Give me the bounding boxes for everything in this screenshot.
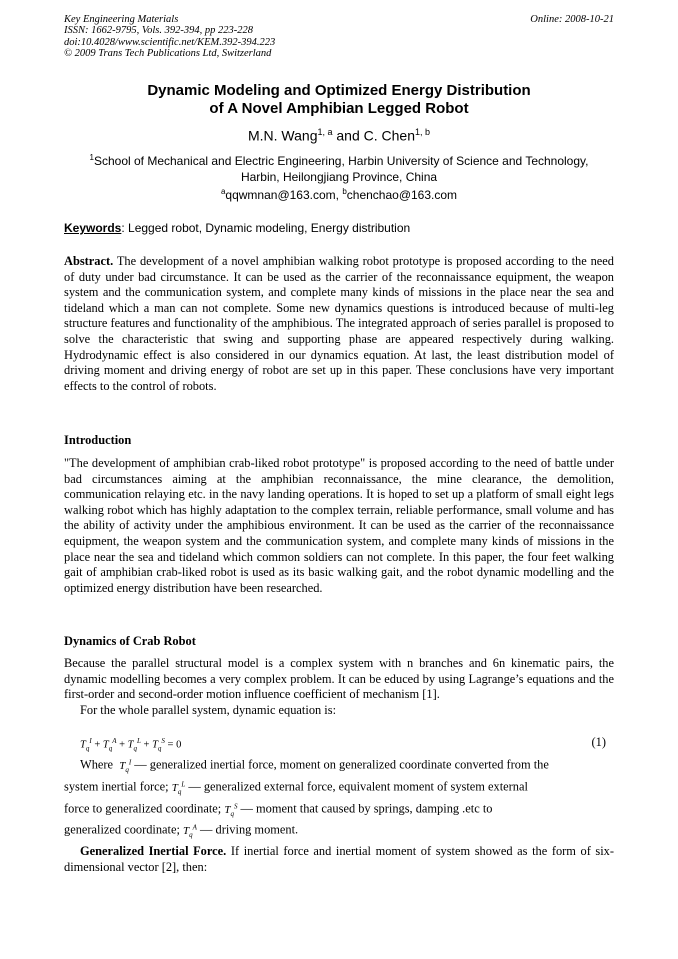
affiliation-line-2: Harbin, Heilongjiang Province, China [240,170,438,184]
keywords [64,221,614,235]
equation-number: (1) [591,735,606,749]
affiliation-marker: 1 [89,153,94,162]
issn-line: ISSN: 1662-9795, Vols. 392-394, pp 223-228 [64,25,253,37]
dynamics-heading: Dynamics of Crab Robot [64,634,196,648]
where-line-1: Where $T_q^I$ — generalized inertial force, moment on generalized coordinate converted from the [80,757,549,774]
email-b-marker: b [342,187,347,196]
author-1-name: M.N. Wang [247,127,318,144]
author-2-name: C. Chen [363,127,415,144]
journal-header [64,14,614,60]
introduction-heading: Introduction [64,433,132,447]
symbol-TqA: $T_q^A$ [183,823,197,839]
affiliation [64,150,614,185]
abstract-paragraph [64,254,614,394]
email-a-marker: a [220,187,226,196]
doi-line[interactable]: doi:10.4028/www.scientific.net/KEM.392-394.223 [64,36,276,48]
symbol-TqI: $T_q^I$ [119,758,132,774]
abstract-text: The development of a novel amphibian walking robot prototype is proposed according to the need of duty under bad circumstance. It can be used as the carrier of the reconnaissance equipment, the weapon system and the communication system, and complete many kinds of missions in the place near the sea and tideland which a man can not complete. Some new dynamics questions is introduced because of multi-leg structure features and functionality of the amphibious. The integrated approach of series parallel is proposed to solve the characteristic that swing and supporting phase are appeared respectively during walking. Hydrodynamic effect is also considered in our dynamics equation. At last, the least distribution model of driving moment and driving energy of robot are set up in this paper. These conclusions have very important effects to the control of robots. [64,254,614,393]
journal-name: Key Engineering Materials [64,14,179,25]
where-line-4: generalized coordinate; $T_q^A$ — driving moment. [64,822,299,839]
symbol-TqL: $T_q^L$ [171,780,186,796]
author-emails [64,185,614,202]
inertial-force-paragraph [64,844,614,875]
dynamic-equation: $T_q^I + T_q^A + T_q^L + T_q^S = 0$ [80,737,182,753]
author-2-affil: 1, b [415,127,431,137]
affiliation-line-1: School of Mechanical and Electric Engineering, Harbin University of Science and Technology, [93,154,589,168]
symbol-TqS: $T_q^S$ [224,802,238,818]
author-1-affil: 1, a [317,127,333,137]
title-line-1: Dynamic Modeling and Optimized Energy Distribution [147,82,531,99]
where-line-3: force to generalized coordinate; $T_q^S$ — moment that caused by springs, damping .etc to [64,801,493,818]
keywords-text: Legged robot, Dynamic modeling, Energy distribution [128,221,411,235]
inertial-force-text: If inertial force and inertial moment of system showed as the form of six-dimensional vector [2], then: [64,844,615,874]
where-line-2: system inertial force; $T_q^L$ — generalized external force, equivalent moment of system external [64,779,528,796]
paper-title [64,82,614,118]
dynamics-equation-intro: For the whole parallel system, dynamic equation is: [80,703,337,717]
keywords-label: Keywords [64,221,122,235]
copyright-line: © 2009 Trans Tech Publications Ltd, Switzerland [64,48,272,60]
online-date: Online: 2008-10-21 [530,14,614,25]
email-b[interactable]: chenchao@163.com [346,188,458,202]
keywords-colon: : [121,221,129,235]
dynamics-paragraph: Because the parallel structural model is a complex system with n branches and 6n kinematic pairs, the dynamic modelling becomes a very complex problem. It can be educed by using Lagrange’s equations and the first-order and second-order motion influence coefficient of mechanism [1]. [64,656,614,702]
author-list [64,124,614,144]
email-a[interactable]: qqwmnan@163.com, [225,188,343,202]
author-conjunction: and [332,127,364,144]
introduction-paragraph: "The development of amphibian crab-liked robot prototype" is proposed according to the need of battle under bad circumstances aiming at the amphibian reconnaissance, the mine clearance, the demolition, communication relaying etc. in the navy landing operations. It is hoped to set up a platform of small eight legs walking robot which has highly adaptation to the complex terrain, reliable performance, small volume and has the ability of activity under the amphibious environment. It can be used as the carrier of the reconnaissance equipment, the weapon system and the communication system, and complete many kinds of missions in the place near the sea and tideland which common soldiers can not complete. In this paper, the four feet walking gait of amphibian crab-liked robot is used as its basic walking gait, and the robot dynamic modelling and the optimized energy distribution have been researched. [64,456,614,595]
inertial-force-label: Generalized Inertial Force. [80,844,227,858]
abstract-label: Abstract. [64,254,114,268]
title-line-2: of A Novel Amphibian Legged Robot [209,100,469,117]
